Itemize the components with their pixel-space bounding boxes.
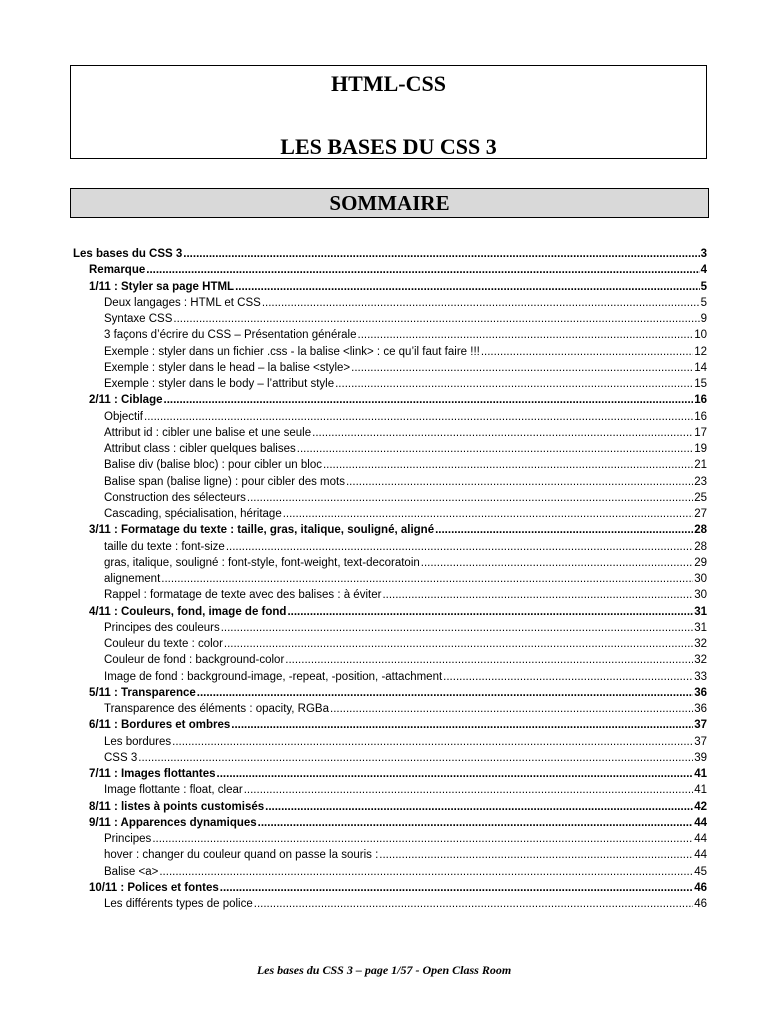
toc-entry-title: gras, italique, souligné : font-style, font-weight, text-decoratoin [104, 556, 420, 569]
toc-entry[interactable] [70, 864, 707, 880]
toc-entry-title: Cascading, spécialisation, héritage [104, 508, 282, 520]
toc-entry[interactable] [70, 392, 707, 408]
toc-entry[interactable] [70, 555, 707, 571]
toc-page-number: 16 [694, 394, 707, 407]
toc-entry[interactable] [70, 636, 707, 652]
toc-dot-leader [144, 409, 693, 425]
toc-entry-title: 8/11 : listes à points customisés [89, 800, 265, 813]
toc-page-number: 10 [694, 329, 707, 342]
toc-entry[interactable] [70, 799, 707, 815]
toc-entry-title: Les différents types de police [104, 898, 253, 910]
toc-page-number: 16 [694, 410, 707, 423]
toc-dot-leader [161, 571, 693, 587]
toc-dot-leader [379, 847, 693, 863]
toc-entry[interactable] [70, 327, 707, 343]
toc-entry-title: Image de fond : background-image, -repeat, -position, -attachment [104, 670, 443, 683]
toc-entry-title: 6/11 : Bordures et ombres [89, 719, 231, 732]
toc-dot-leader [382, 587, 693, 603]
toc-dot-leader [221, 620, 694, 636]
toc-page-number: 29 [694, 556, 707, 569]
toc-entry-title: Syntaxe CSS [104, 313, 173, 325]
toc-entry[interactable] [70, 457, 707, 473]
toc-dot-leader [159, 864, 693, 880]
toc-dot-leader [183, 246, 699, 262]
toc-dot-leader [265, 799, 693, 815]
toc-dot-leader [346, 474, 693, 490]
toc-dot-leader [224, 636, 693, 652]
toc-dot-leader [138, 750, 693, 766]
toc-entry-title: Principes des couleurs [104, 621, 220, 634]
toc-entry-title: 2/11 : Ciblage [89, 394, 163, 407]
toc-page-number: 9 [700, 313, 707, 325]
toc-page-number: 41 [694, 768, 707, 780]
toc-entry[interactable] [70, 279, 707, 295]
toc-page-number: 19 [694, 443, 707, 455]
toc-entry[interactable] [70, 652, 707, 668]
toc-page-number: 28 [694, 540, 707, 553]
toc-entry[interactable] [70, 311, 707, 327]
toc-entry[interactable] [70, 750, 707, 766]
toc-entry[interactable] [70, 701, 707, 717]
toc-entry[interactable] [70, 831, 707, 847]
toc-entry[interactable] [70, 620, 707, 636]
toc-page-number: 28 [694, 524, 707, 537]
toc-entry-title: Attribut class : cibler quelques balises [104, 443, 296, 455]
toc-entry[interactable] [70, 880, 707, 896]
toc-dot-leader [146, 262, 699, 278]
toc-dot-leader [247, 490, 693, 506]
toc-dot-leader [258, 815, 694, 831]
toc-page-number: 31 [694, 621, 707, 634]
toc-entry-title: 4/11 : Couleurs, fond, image de fond [89, 605, 287, 618]
toc-entry[interactable] [70, 490, 707, 506]
toc-entry[interactable] [70, 685, 707, 701]
toc-dot-leader [287, 604, 693, 620]
toc-dot-leader [244, 782, 693, 798]
toc-entry-title: Les bordures [104, 735, 172, 748]
toc-entry[interactable] [70, 344, 707, 360]
toc-entry[interactable] [70, 782, 707, 798]
toc-entry-title: hover : changer du couleur quand on passe la souris : [104, 849, 379, 862]
toc-page-number: 15 [694, 378, 707, 390]
toc-page-number: 21 [694, 459, 707, 472]
toc-entry-title: Principes [104, 833, 152, 845]
toc-entry-title: 5/11 : Transparence [89, 686, 196, 699]
toc-page-number: 27 [694, 508, 707, 520]
toc-page-number: 44 [694, 816, 707, 829]
toc-entry[interactable] [70, 669, 707, 685]
toc-entry[interactable] [70, 409, 707, 425]
toc-entry-title: Couleur du texte : color [104, 638, 223, 650]
toc-entry-title: Exemple : styler dans un fichier .css - la balise <link> : ce qu’il faut faire !!! [104, 345, 480, 358]
toc-entry[interactable] [70, 246, 707, 262]
toc-page-number: 45 [694, 865, 707, 878]
toc-entry[interactable] [70, 734, 707, 750]
toc-dot-leader [351, 360, 693, 376]
sommaire-heading: SOMMAIRE [70, 188, 709, 218]
toc-dot-leader [152, 831, 693, 847]
toc-dot-leader [297, 441, 693, 457]
toc-page-number: 44 [694, 833, 707, 845]
toc-page-number: 23 [694, 475, 707, 488]
toc-dot-leader [323, 457, 693, 473]
toc-dot-leader [358, 327, 694, 343]
toc-entry[interactable] [70, 376, 707, 392]
toc-entry[interactable] [70, 441, 707, 457]
toc-entry-title: Rappel : formatage de texte avec des balises : à éviter [104, 589, 382, 602]
toc-entry-title: Exemple : styler dans le body – l’attribut style [104, 378, 335, 390]
toc-entry-title: 1/11 : Styler sa page HTML [89, 280, 235, 293]
toc-entry[interactable] [70, 847, 707, 863]
toc-entry-title: Attribut id : cibler une balise et une seule [104, 426, 312, 439]
toc-page-number: 17 [694, 426, 707, 439]
toc-page-number: 3 [700, 248, 707, 260]
toc-entry-title: Construction des sélecteurs [104, 491, 246, 504]
toc-entry[interactable] [70, 766, 707, 782]
toc-page-number: 46 [694, 881, 707, 894]
table-of-contents [70, 246, 707, 912]
toc-entry[interactable] [70, 474, 707, 490]
toc-entry-title: Image flottante : float, clear [104, 784, 243, 797]
toc-page-number: 37 [694, 719, 707, 732]
toc-entry-title: Deux langages : HTML et CSS [104, 296, 261, 309]
toc-entry-title: 10/11 : Polices et fontes [89, 881, 219, 894]
toc-dot-leader [285, 652, 693, 668]
toc-entry-title: Transparence des éléments : opacity, RGBa [104, 703, 329, 715]
toc-entry-title: Balise div (balise bloc) : pour cibler un bloc [104, 459, 322, 472]
toc-dot-leader [435, 522, 693, 538]
toc-dot-leader [262, 295, 700, 311]
toc-dot-leader [197, 685, 693, 701]
toc-dot-leader [235, 279, 700, 295]
toc-dot-leader [443, 669, 693, 685]
toc-entry[interactable] [70, 360, 707, 376]
toc-entry-title: CSS 3 [104, 751, 138, 764]
toc-dot-leader [481, 344, 693, 360]
toc-entry-title: alignement [104, 573, 161, 585]
toc-dot-leader [220, 880, 693, 896]
toc-entry[interactable] [70, 262, 707, 278]
toc-entry[interactable] [70, 604, 707, 620]
toc-page-number: 39 [694, 751, 707, 764]
toc-entry[interactable] [70, 896, 707, 912]
toc-page-number: 32 [694, 638, 707, 650]
page-footer: Les bases du CSS 3 – page 1/57 - Open Class Room [256, 963, 512, 977]
toc-entry[interactable] [70, 571, 707, 587]
toc-page-number: 30 [694, 573, 707, 585]
toc-page-number: 25 [694, 491, 707, 504]
toc-entry-title: 3/11 : Formatage du texte : taille, gras, italique, souligné, aligné [89, 524, 435, 537]
toc-entry-title: Exemple : styler dans le head – la balise <style> [104, 361, 351, 374]
toc-page-number: 32 [694, 654, 707, 667]
toc-entry[interactable] [70, 425, 707, 441]
toc-page-number: 33 [694, 670, 707, 683]
toc-entry-title: Couleur de fond : background-color [104, 654, 285, 667]
toc-page-number: 12 [694, 345, 707, 358]
toc-entry[interactable] [70, 815, 707, 831]
toc-dot-leader [421, 555, 693, 571]
toc-page-number: 44 [694, 849, 707, 862]
toc-dot-leader [217, 766, 694, 782]
toc-page-number: 4 [700, 264, 707, 277]
toc-entry-title: Les bases du CSS 3 [73, 248, 183, 260]
toc-dot-leader [226, 539, 693, 555]
toc-page-number: 30 [694, 589, 707, 602]
toc-entry[interactable] [70, 587, 707, 603]
toc-entry-title: Objectif [104, 410, 143, 423]
toc-dot-leader [231, 717, 693, 733]
toc-page-number: 46 [694, 898, 707, 910]
toc-dot-leader [312, 425, 693, 441]
toc-page-number: 31 [694, 605, 707, 618]
toc-page-number: 5 [700, 296, 707, 309]
toc-page-number: 37 [694, 735, 707, 748]
toc-entry-title: Balise span (balise ligne) : pour cibler des mots [104, 475, 345, 488]
toc-page-number: 41 [694, 784, 707, 797]
toc-entry[interactable] [70, 295, 707, 311]
toc-entry[interactable] [70, 539, 707, 555]
toc-dot-leader [330, 701, 693, 717]
toc-dot-leader [164, 392, 694, 408]
document-title: HTML-CSS [331, 71, 446, 96]
toc-page-number: 5 [700, 280, 707, 293]
toc-entry-title: 7/11 : Images flottantes [89, 768, 216, 780]
toc-dot-leader [254, 896, 693, 912]
toc-entry[interactable] [70, 717, 707, 733]
toc-page-number: 14 [694, 361, 707, 374]
toc-page-number: 36 [694, 703, 707, 715]
document-subtitle: LES BASES DU CSS 3 [280, 134, 497, 159]
toc-dot-leader [172, 734, 693, 750]
toc-entry-title: taille du texte : font-size [104, 540, 225, 553]
toc-entry-title: 9/11 : Apparences dynamiques [89, 816, 257, 829]
toc-dot-leader [335, 376, 693, 392]
toc-entry[interactable] [70, 522, 707, 538]
toc-entry[interactable] [70, 506, 707, 522]
toc-dot-leader [283, 506, 693, 522]
title-box [70, 65, 707, 159]
toc-entry-title: Balise <a> [104, 865, 159, 878]
toc-page-number: 42 [694, 800, 707, 813]
toc-dot-leader [173, 311, 699, 327]
toc-entry-title: 3 façons d’écrire du CSS – Présentation générale [104, 329, 357, 342]
toc-entry-title: Remarque [89, 264, 146, 277]
toc-page-number: 36 [694, 686, 707, 699]
